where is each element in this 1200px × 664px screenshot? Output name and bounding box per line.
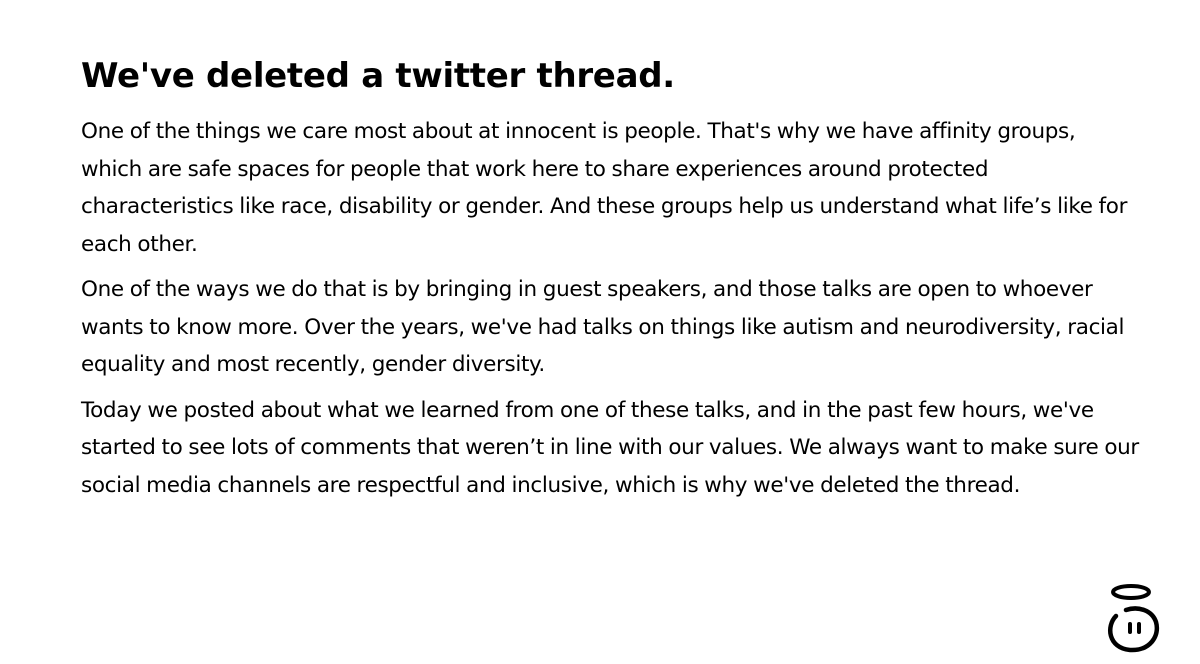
paragraph-guest-speakers: One of the ways we do that is by bringing in guest speakers, and those talks are open to whoever wants to know more. Over the years, we've had talks on things like autism and neurodiversity, racial equality and most recently, gender diversity. [81,277,1125,377]
page-title: We've deleted a twitter thread. [81,56,675,96]
face-outline-icon [1110,609,1157,651]
halo-icon [1113,586,1149,598]
innocent-halo-face-logo-icon [1100,582,1164,654]
statement-content [81,52,1141,512]
paragraph-affinity-groups: One of the things we care most about at innocent is people. That's why we have affinity groups, which are safe spaces for people that work here to share experiences around protected characteristics like race, disability or gender. And these groups help us understand what life’s like for each other. [81,119,1128,257]
paragraph-deleted-thread: Today we posted about what we learned from one of these talks, and in the past few hours, we've started to see lots of comments that weren’t in line with our values. We always want to make sure our social media channels are respectful and inclusive, which is why we've deleted the thread. [81,397,1139,498]
